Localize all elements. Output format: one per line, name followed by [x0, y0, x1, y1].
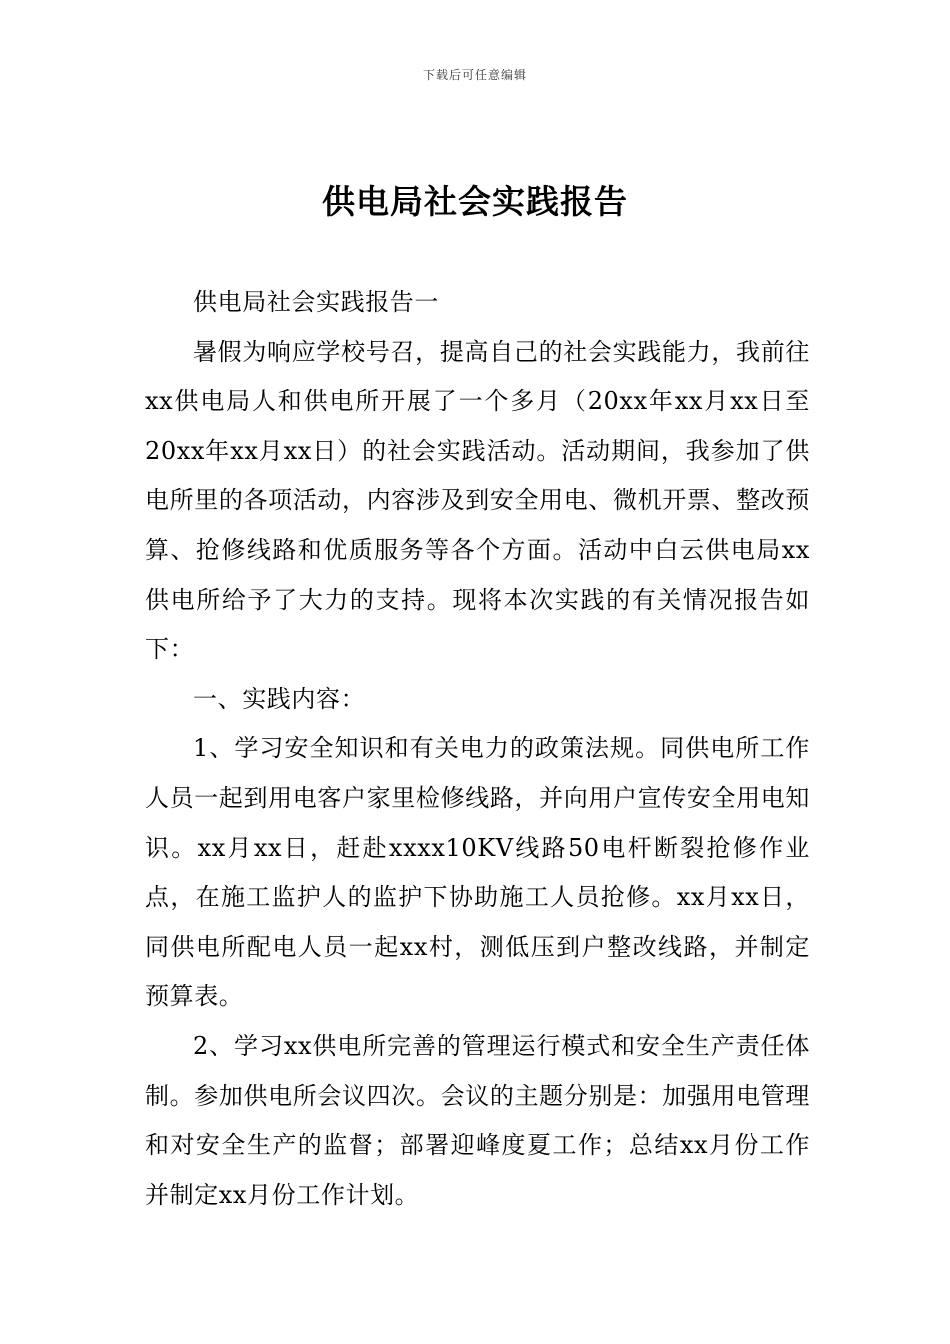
document-title: 供电局社会实践报告 [322, 182, 628, 221]
body-paragraph: 2、学习xx供电所完善的管理运行模式和安全生产责任体制。参加供电所会议四次。会议的主题分别是：加强用电管理和对安全生产的监督；部署迎峰度夏工作；总结xx月份工作并制定xx月份工作计划。 [145, 1031, 810, 1209]
document-body [145, 278, 810, 1220]
body-paragraph: 暑假为响应学校号召，提高自己的社会实践能力，我前往xx供电局人和供电所开展了一个多月（20xx年xx月xx日至20xx年xx月xx日）的社会实践活动。活动期间，我参加了供电所里的各项活动，内容涉及到安全用电、微机开票、整改预算、抢修线路和优质服务等各个方面。活动中白云供电局xx供电所给予了大力的支持。现将本次实践的有关情况报告如下： [145, 337, 810, 664]
body-paragraph: 1、学习安全知识和有关电力的政策法规。同供电所工作人员一起到用电客户家里检修线路，并向用户宣传安全用电知识。xx月xx日，赶赴xxxx10KV线路50电杆断裂抢修作业点，在施工监护人的监护下协助施工人员抢修。xx月xx日，同供电所配电人员一起xx村，测低压到户整改线路，并制定预算表。 [145, 734, 810, 1011]
header-note: 下载后可任意编辑 [422, 68, 527, 82]
section-heading: 一、实践内容： [193, 684, 366, 713]
section-heading: 供电局社会实践报告一 [193, 288, 439, 316]
